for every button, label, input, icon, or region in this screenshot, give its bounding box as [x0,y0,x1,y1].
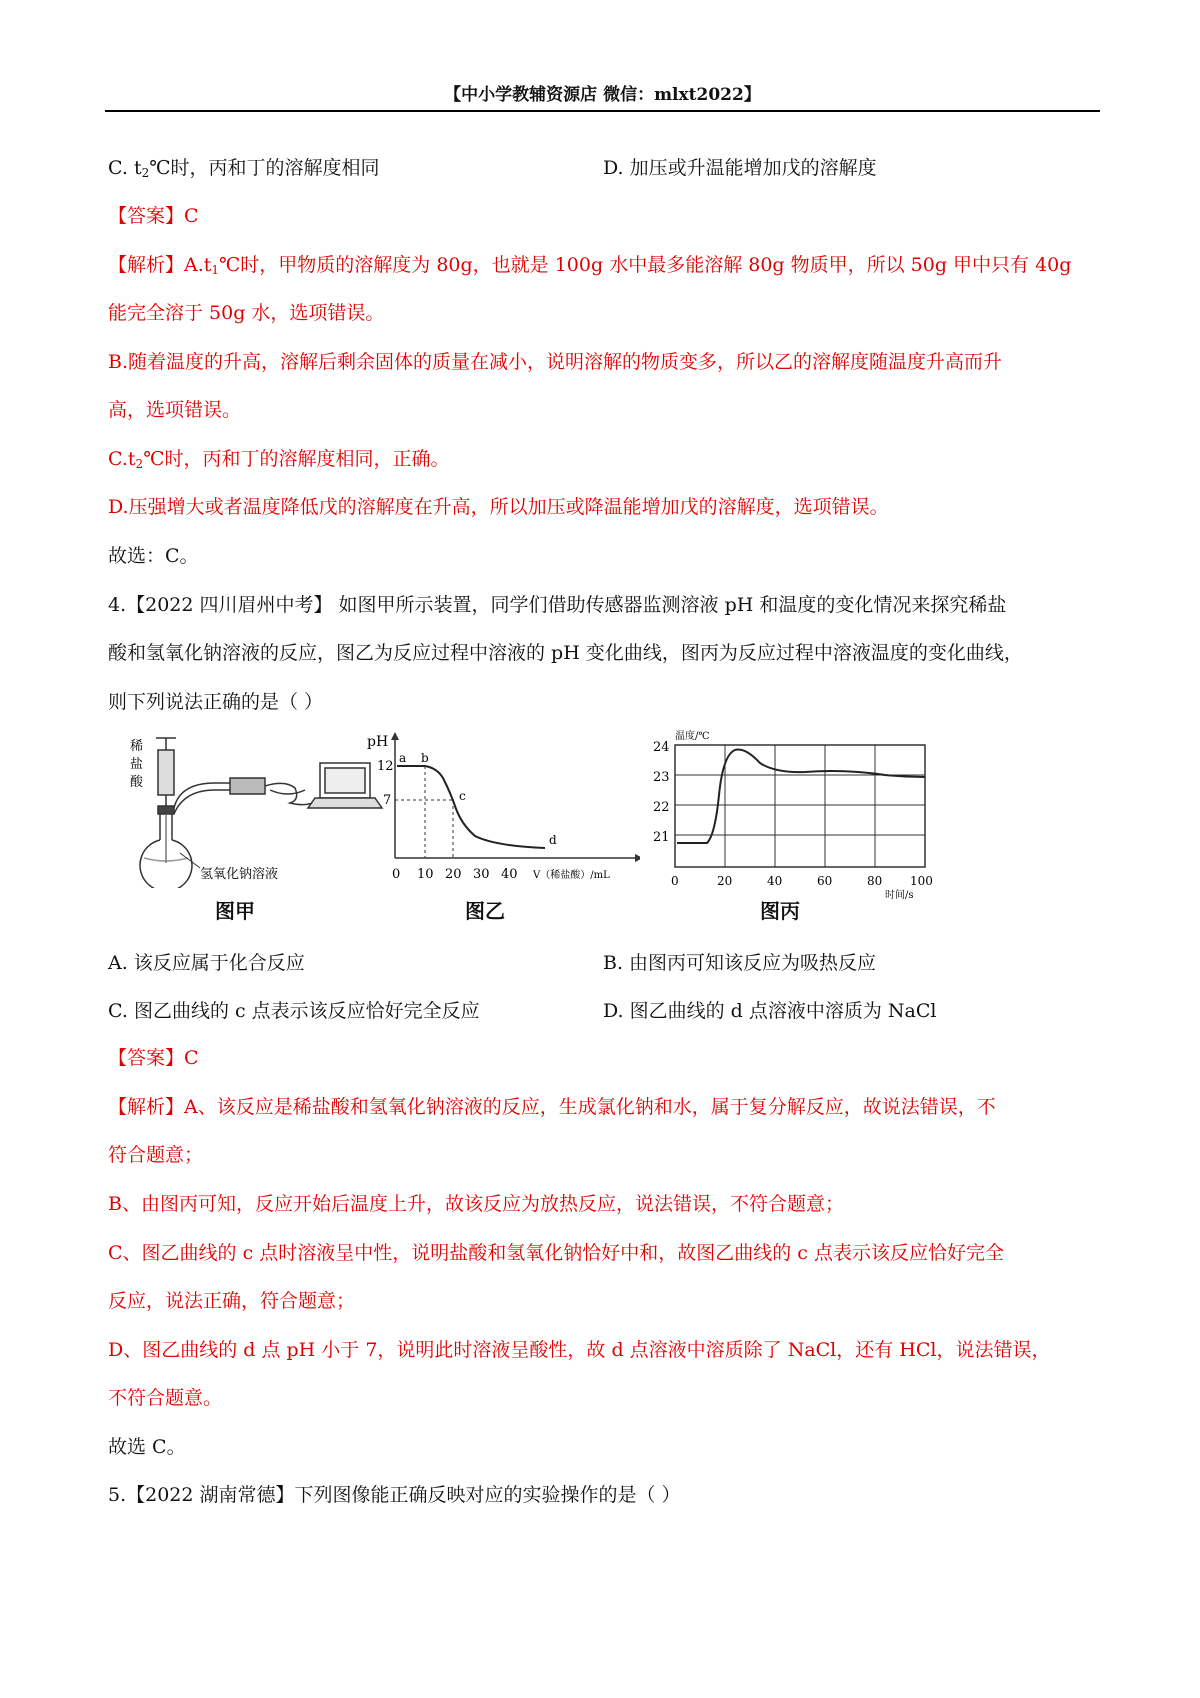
plot-frame [675,745,925,867]
q4-explanation-d-line2: 不符合题意。 [108,1387,223,1409]
naoh-label: 氢氧化钠溶液 [200,867,279,882]
q4-stem-line3: 则下列说法正确的是（ ） [108,691,324,713]
q3-explanation-c: $C.t_2℃$时，丙和丁的溶解度相同，正确。 [108,448,450,471]
header-divider [105,110,1100,112]
point-a-label: a [399,751,407,765]
acid-label-1: 稀 [130,739,144,754]
q3-option-c: C. $t_2℃$时，丙和丁的溶解度相同 [108,157,380,180]
xtick-100: 100 [910,874,933,888]
ytick-24: 24 [653,740,670,755]
q4-stem-line2: 酸和氢氧化钠溶液的反应，图乙为反应过程中溶液的 pH 变化曲线，图丙为反应过程中溶液温度的变化曲线， [108,642,1023,664]
ph-curve [397,766,545,848]
figure-jia-apparatus [120,728,390,888]
q4-explanation-a-line1: 【解析】A、该反应是稀盐酸和氢氧化钠溶液的反应，生成氯化钠和水，属于复分解反应，故说法错误，不 [108,1096,996,1118]
ytick-21: 21 [653,830,670,845]
q4-answer: 【答案】C [108,1047,199,1069]
x-axis-label: V（稀盐酸）/mL [533,870,610,881]
xtick-80: 80 [867,874,883,888]
xtick-40: 40 [767,874,783,888]
figure-yi-caption: 图乙 [465,899,505,923]
grid [675,745,925,867]
q3-explanation-d: D.压强增大或者温度降低戊的溶解度在升高，所以加压或降温能增加戊的溶解度，选项错误。 [108,496,889,518]
q3-explanation-b-line1: B.随着温度的升高，溶解后剩余固体的质量在减小，说明溶解的物质变多，所以乙的溶解度随温度升高而升 [108,351,1003,373]
figure-jia-caption: 图甲 [215,899,255,923]
ytick-12: 12 [377,759,394,774]
point-b-label: b [421,751,429,765]
q4-explanation-c-line1: C、图乙曲线的 c 点时溶液呈中性，说明盐酸和氢氧化钠恰好中和，故图乙曲线的 c 点表示该反应恰好完全 [108,1242,1004,1264]
xtick-40: 40 [501,867,518,882]
y-axis-label: pH [367,734,389,750]
ytick-23: 23 [653,770,670,785]
ytick-22: 22 [653,800,670,815]
figure-bing-caption: 图丙 [760,899,800,923]
q4-stem-line1: 4.【2022 四川眉州中考】 如图甲所示装置，同学们借助传感器监测溶液 pH 和温度的变化情况来探究稀盐 [108,594,1007,616]
flask-icon [140,814,192,888]
q5-stem: 5.【2022 湖南常德】下列图像能正确反映对应的实验操作的是（ ） [108,1484,681,1506]
xtick-20: 20 [445,867,462,882]
q4-choose: 故选 C。 [108,1436,186,1458]
q3-option-d: D. 加压或升温能增加戊的溶解度 [603,157,877,179]
syringe-icon [156,738,176,814]
xtick-30: 30 [473,867,490,882]
q4-explanation-d-line1: D、图乙曲线的 d 点 pH 小于 7，说明此时溶液呈酸性，故 d 点溶液中溶质除了 NaCl，还有 HCl，说法错误， [108,1339,1051,1361]
point-c-label: c [459,789,466,803]
q3-answer: 【答案】C [108,205,199,227]
ytick-7: 7 [383,793,392,808]
xtick-10: 10 [417,867,434,882]
xtick-0: 0 [392,867,401,882]
page-header: 【中小学教辅资源店 微信：mlxt2022】 [444,85,761,105]
figure-yi-ph-chart [365,728,640,888]
temperature-curve [677,750,925,843]
x-axis-label: 时间/s [885,890,914,900]
q3-explanation-b-line2: 高，选项错误。 [108,399,242,421]
sensor-tube-icon [174,778,320,814]
point-d-label: d [549,833,557,847]
q3-choose: 故选：C。 [108,545,199,567]
q4-option-b: B. 由图丙可知该反应为吸热反应 [603,952,877,974]
acid-label-3: 酸 [130,775,144,790]
q4-explanation-c-line2: 反应，说法正确，符合题意； [108,1290,356,1312]
q3-explanation-a-line2: 能完全溶于 50g 水，选项错误。 [108,302,385,324]
q4-option-c: C. 图乙曲线的 c 点表示该反应恰好完全反应 [108,1000,480,1022]
xtick-20: 20 [717,874,733,888]
figure-bing-temperature-chart [645,725,935,900]
q4-explanation-b: B、由图丙可知，反应开始后温度上升，故该反应为放热反应，说法错误，不符合题意； [108,1193,844,1215]
q4-explanation-a-line2: 符合题意； [108,1144,204,1166]
q4-option-d: D. 图乙曲线的 d 点溶液中溶质为 NaCl [603,1000,937,1022]
q4-option-a: A. 该反应属于化合反应 [108,952,305,974]
q3-explanation-a-line1: 【解析】$A.t_1℃$时，甲物质的溶解度为 80g，也就是 100g 水中最多能溶解 80g 物质甲，所以 50g 甲中只有 40g [108,254,1072,277]
xtick-60: 60 [817,874,833,888]
y-axis-label: 温度/℃ [675,731,710,742]
xtick-0: 0 [671,874,679,888]
acid-label-2: 盐 [130,757,144,772]
